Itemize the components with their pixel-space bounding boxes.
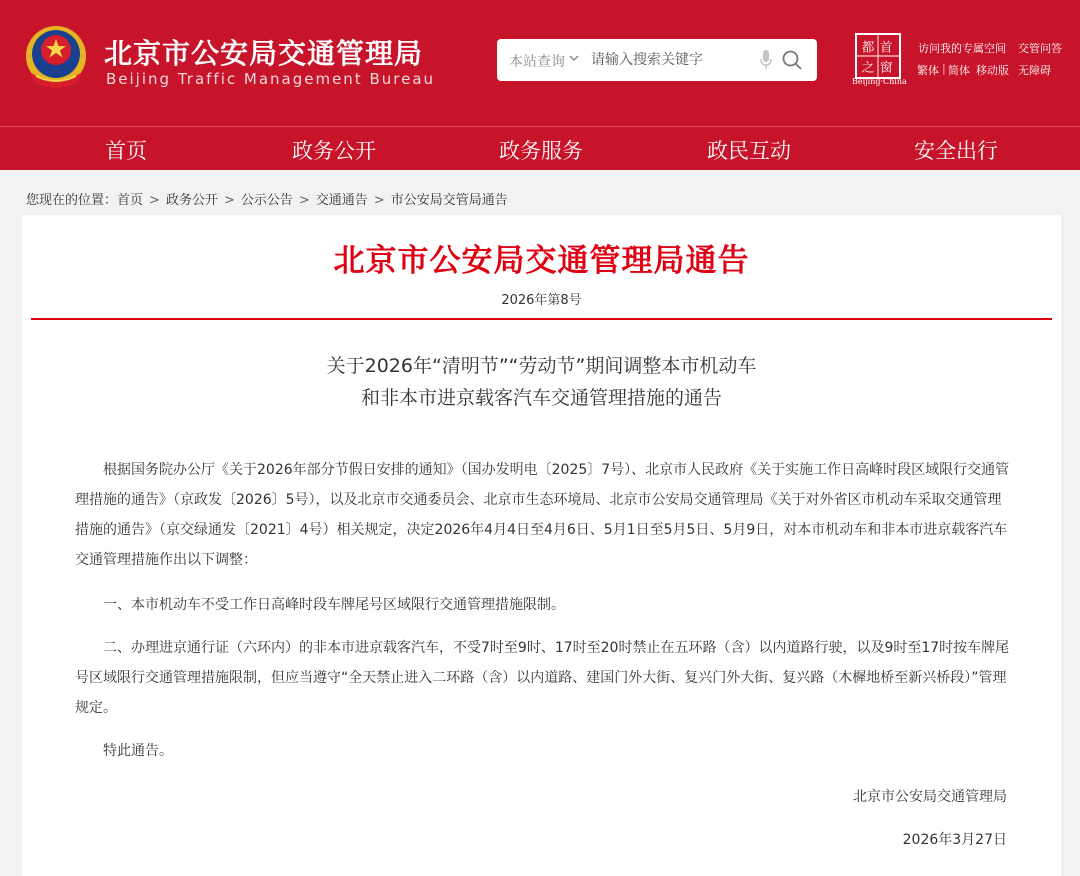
qa-link[interactable]: 交管问答 [1018, 42, 1062, 55]
breadcrumb-separator: > [223, 193, 235, 208]
capital-logo-char: 窗 [879, 60, 893, 76]
breadcrumb-separator: > [373, 193, 385, 208]
notice-paragraph: 根据国务院办公厅《关于2026年部分节假日安排的通知》（国办发明电〔2025〕7号）、北京市人民政府《关于实施工作日高峰时段区域限行交通管理措施的通告》（京政发〔2026〕5号），以及北京市交通委员会、北京市生态环境局、北京市公安局交通管理局《关于对外省区市机动车采取交通管理措施的通告》（京交绿通发〔2021〕4号）相关规定，决定2026年4月4日至4月6日、5月1日至5月5日、5月9日，对本市机动车和非本市进京载客汽车交通管理措施作出以下调整： [75, 462, 1010, 568]
traditional-chinese-link[interactable]: 繁体 [917, 64, 939, 77]
capital-window-logo[interactable] [855, 33, 901, 79]
my-space-link[interactable]: 访问我的专属空间 [918, 42, 1006, 55]
divider [31, 318, 1052, 320]
chevron-down-icon[interactable] [568, 51, 580, 65]
breadcrumb-traffic-notices[interactable]: 交通通告 [315, 193, 368, 208]
notice-paragraph: 特此通告。 [103, 743, 173, 759]
police-emblem-icon[interactable] [22, 24, 90, 92]
notice-card [22, 215, 1061, 876]
nav-item-home[interactable]: 首页 [105, 139, 147, 163]
notice-number: 2026年第8号 [501, 293, 582, 308]
notice-subject-line: 和非本市进京载客汽车交通管理措施的通告 [360, 387, 722, 409]
page-title: 北京市公安局交通管理局通告 [333, 243, 750, 279]
nav-item-safe-travel[interactable]: 安全出行 [914, 139, 998, 163]
microphone-icon[interactable] [759, 49, 773, 71]
notice-subject [22, 350, 1061, 414]
breadcrumb [26, 189, 508, 208]
notice-signature: 北京市公安局交通管理局 [853, 789, 1007, 805]
mobile-version-link[interactable]: 移动版 [976, 64, 1009, 77]
breadcrumb-government-affairs[interactable]: 政务公开 [165, 193, 218, 208]
search-box [497, 39, 817, 81]
site-title: 北京市公安局交通管理局 [104, 37, 424, 70]
capital-logo-char: 之 [861, 60, 875, 76]
simplified-chinese-link[interactable]: 简体 [948, 64, 970, 77]
breadcrumb-prefix: 您现在的位置： [26, 193, 118, 208]
notice-paragraph: 一、本市机动车不受工作日高峰时段车牌尾号区域限行交通管理措施限制。 [103, 597, 565, 613]
breadcrumb-separator: > [149, 193, 160, 208]
breadcrumb-home[interactable]: 首页 [117, 193, 144, 208]
nav-item-government-affairs[interactable]: 政务公开 [292, 139, 376, 163]
site-header [0, 0, 1080, 126]
notice-subject-line: 关于2026年“清明节”“劳动节”期间调整本市机动车 [326, 355, 757, 377]
search-input[interactable] [591, 47, 741, 73]
capital-logo-char: 都 [861, 40, 875, 56]
separator: | [942, 62, 946, 75]
main-nav [0, 126, 1080, 170]
breadcrumb-bureau-notices[interactable]: 市公安局交管局通告 [390, 193, 508, 208]
nav-item-interaction[interactable]: 政民互动 [707, 139, 791, 163]
search-scope-dropdown[interactable]: 本站查询 [509, 54, 565, 70]
search-icon[interactable] [781, 49, 803, 71]
site-subtitle-english: Beijing Traffic Management Bureau [106, 70, 436, 88]
capital-logo-char: 首 [879, 40, 893, 56]
notice-paragraph: 二、办理进京通行证（六环内）的非本市进京载客汽车，不受7时至9时、17时至20时禁止在五环路（含）以内道路行驶，以及9时至17时按车牌尾号区域限行交通管理措施限制，但应当遵守“全天禁止进入二环路（含）以内道路、建国门外大街、复兴门外大街、复兴路（木樨地桥至新兴桥段）”管理规定。 [75, 640, 1010, 716]
accessibility-link[interactable]: 无障碍 [1018, 64, 1051, 77]
notice-date: 2026年3月27日 [902, 832, 1007, 848]
capital-logo-caption: Beijing·China [852, 77, 907, 86]
breadcrumb-separator: > [298, 193, 310, 208]
nav-item-government-services[interactable]: 政务服务 [499, 139, 583, 163]
breadcrumb-announcements[interactable]: 公示公告 [240, 193, 293, 208]
